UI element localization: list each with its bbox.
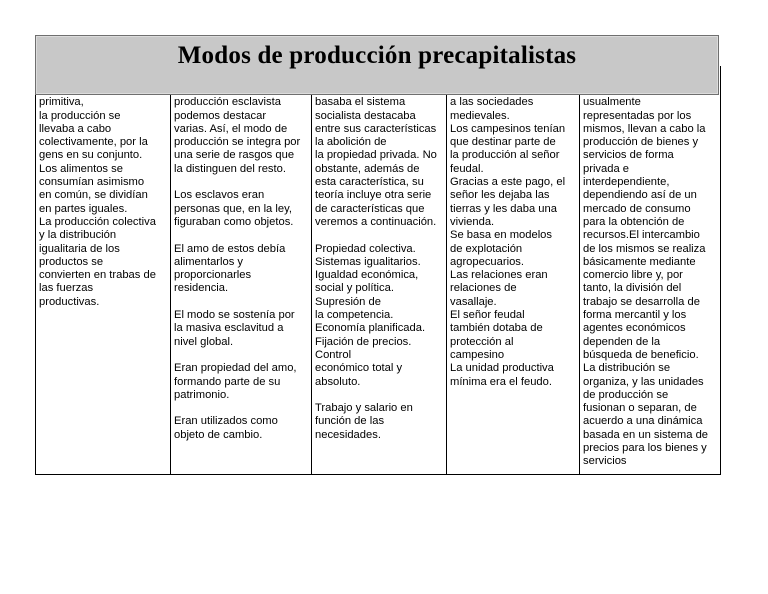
column-paragraph: a las sociedades medievales. Los campesinos tenían que destinar parte de la producción al señor feudal. Gracias a este pago, el señor les dejaba las tierras y les daba una vivienda. Se basa en modelos de explotación agropecuarios. Las relaciones eran relaciones de vasallaje. El señor feudal también dotaba de protección al campesino La unidad productiva mínima era el feudo.	[450, 96, 566, 388]
title-banner	[35, 35, 719, 95]
table-columns	[36, 66, 720, 474]
column-paragraph: Eran utilizados como objeto de cambio.	[174, 415, 278, 441]
column-paragraph: Eran propiedad del amo, formando parte de su patrimonio.	[174, 362, 297, 401]
page-title: Modos de producción precapitalistas	[177, 42, 577, 69]
column-feudal	[446, 66, 579, 474]
column-paragraph: primitiva, la producción se llevaba a cabo colectivamente, por la gens en su conjunto. Los alimentos se consumían asimismo en común, se dividían en partes iguales. La producción colectiva y la distribución igualitaria de los productos se convierten en trabas de las fuerzas productivas.	[39, 96, 156, 308]
column-paragraph: Propiedad colectiva. Sistemas igualitarios. Igualdad económica, social y política. Supresión de la competencia. Economía planificada. Fijación de precios. Control económico total y absoluto.	[315, 242, 426, 388]
column-socialista	[311, 66, 446, 474]
column-paragraph: Los esclavos eran personas que, en la ley, figuraban como objetos.	[174, 189, 294, 228]
column-capitalista	[579, 66, 720, 474]
column-paragraph: El amo de estos debía alimentarlos y proporcionarles residencia.	[174, 242, 286, 295]
modes-table	[35, 66, 721, 475]
column-comunidad-primitiva	[36, 66, 170, 474]
column-paragraph: Trabajo y salario en función de las necesidades.	[315, 402, 413, 441]
column-paragraph: basaba el sistema socialista destacaba entre sus características la abolición de la propiedad privada. No obstante, además de esta característica, su teoría incluye otra serie de características que veremos a continuación.	[315, 96, 437, 228]
column-paragraph: El modo se sostenía por la masiva esclavitud a nivel global.	[174, 309, 295, 348]
column-esclavista	[170, 66, 311, 474]
column-paragraph: producción esclavista podemos destacar varias. Así, el modo de producción se integra por una serie de rasgos que la distinguen del resto.	[174, 96, 301, 175]
column-paragraph: usualmente representadas por los mismos, llevan a cabo la producción de bienes y servicios de forma privada e interdependiente, dependiendo así de un mercado de consumo para la obtención de recursos.El intercambio de los mismos se realiza básicamente mediante comercio libre y, por tanto, la división del trabajo se desarrolla de forma mercantil y los agentes económicos dependen de la búsqueda de beneficio. La distribución se organiza, y las unidades de producción se fusionan o separan, de acuerdo a una dinámica basada en un sistema de precios para los bienes y servicios	[583, 96, 709, 468]
